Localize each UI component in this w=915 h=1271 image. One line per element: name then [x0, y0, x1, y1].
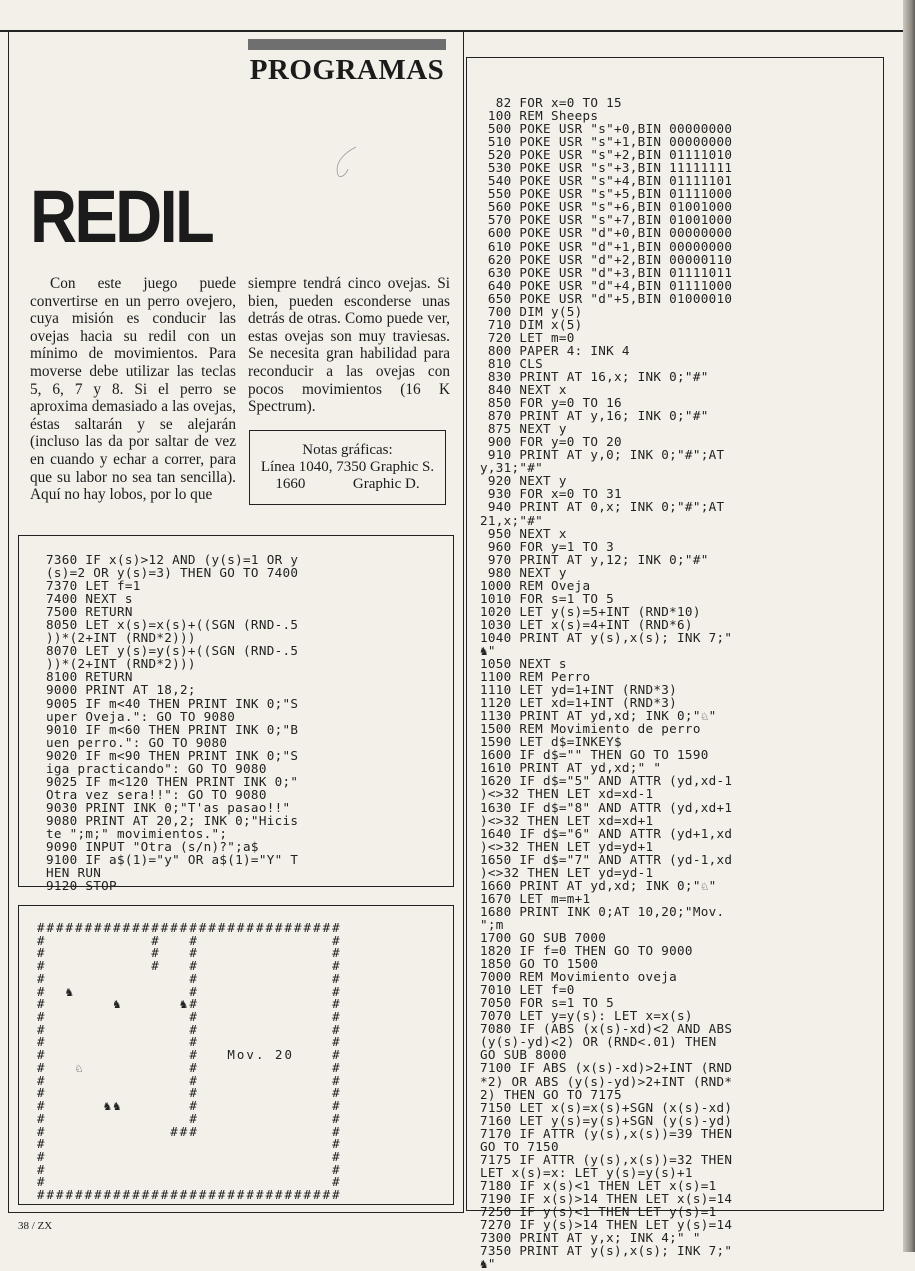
intro-column-2 [248, 275, 450, 416]
screen-row: # # # [37, 1072, 342, 1088]
page-footer: 38 / ZX [18, 1220, 53, 1232]
screen-row: # # [37, 1148, 342, 1164]
graphics-notes-line-2-number: 1660 [275, 476, 306, 492]
graphics-notes-line-1: Línea 1040, 7350 Graphic S. [260, 459, 435, 475]
graphics-notes-line-2 [250, 476, 445, 493]
screen-row: # # [37, 1174, 342, 1190]
graphics-notes-title: Notas gráficas: [302, 442, 393, 458]
screen-row: # ♘ # # [37, 1059, 342, 1075]
graphics-notes-line-2-label: Graphic D. [352, 476, 420, 492]
screen-row: # # # # [37, 932, 342, 948]
screen-output [37, 922, 441, 1202]
pen-mark-decoration [330, 145, 360, 181]
page-gutter-shadow [903, 0, 915, 1252]
section-title: PROGRAMAS [249, 54, 445, 86]
screen-row: ################################ [37, 920, 342, 935]
screen-row: # # # # [37, 945, 342, 961]
screen-row: # # Mov. 20 # [37, 1047, 342, 1063]
screen-row: # # [37, 1136, 342, 1152]
screen-row: # ♞ # # [37, 983, 342, 999]
screen-row: # # # [37, 1110, 342, 1126]
screen-row: # ♞♞ # # [37, 1098, 342, 1114]
intro-column-1 [30, 275, 236, 504]
intro-paragraph-2: siempre tendrá cinco ovejas. Si bien, pueden esconderse unas detrás de otras. Como puede ver, estas ovejas son muy traviesas. Se necesita gran habilidad para reconducir a las ovejas con pocos movimientos (16 K Spectrum). [248, 275, 450, 416]
screen-row: # # # [37, 1009, 342, 1025]
screen-rows [37, 922, 441, 1202]
screen-row: # # # [37, 1085, 342, 1101]
screen-row: ################################ [37, 1187, 342, 1203]
screen-row: # # [37, 1161, 342, 1177]
screen-row: # # # [37, 1034, 342, 1050]
screen-row: # ♞ ♞# # [37, 996, 342, 1012]
article-title: REDIL [30, 175, 213, 258]
listing-left: 7360 IF x(s)>12 AND (y(s)=1 OR y (s)=2 OR y(s)=3) THEN GO TO 7400 7370 LET f=1 7400 NEXT s 7500 RETURN 8050 LET x(s)=x(s)+((SGN (RND-.5 ))*(2+INT (RND*2))) 8070 LET y(s)=y(s)+((SGN (RND-.5 ))*(2+INT (RND*2))) 8100 RETURN 9000 PRINT AT 18,2; 9005 IF m<40 THEN PRINT INK 0;"S uper Oveja.": GO TO 9080 9010 IF m<60 THEN PRINT INK 0;"B uen perro.": GO TO 9080 9020 IF m<90 THEN PRINT INK 0;"S iga practicando": GO TO 9080 9025 IF m<120 THEN PRINT INK 0;" Otra vez sera!!": GO TO 9080 9030 PRINT INK 0;"T'as pasao!!" 9080 PRINT AT 20,2; INK 0;"Hicis te ";m;" movimientos."; 9090 INPUT "Otra (s/n)?";a$ 9100 IF a$(1)="y" OR a$(1)="Y" T HEN RUN 9120 STOP [46, 552, 299, 894]
listing-right: 82 FOR x=0 TO 15 100 REM Sheeps 500 POKE USR "s"+0,BIN 00000000 510 POKE USR "s"+1,BIN 00000000 520 POKE USR "s"+2,BIN 01111010 530 POKE USR "s"+3,BIN 11111111 540 POKE USR "s"+4,BIN 01111101 550 POKE USR "s"+5,BIN 01111000 560 POKE USR "s"+6,BIN 01001000 570 POKE USR "s"+7,BIN 01001000 600 POKE USR "d"+0,BIN 00000000 610 POKE USR "d"+1,BIN 00000000 620 POKE USR "d"+2,BIN 00000110 630 POKE USR "d"+3,BIN 01111011 640 POKE USR "d"+4,BIN 01111000 650 POKE USR "d"+5,BIN 01000010 700 DIM y(5) 710 DIM x(5) 720 LET m=0 800 PAPER 4: INK 4 810 CLS 830 PRINT AT 16,x; INK 0;"#" 840 NEXT x 850 FOR y=0 TO 16 870 PRINT AT y,16; INK 0;"#" 875 NEXT y 900 FOR y=0 TO 20 910 PRINT AT y,0; INK 0;"#";AT y,31;"#" 920 NEXT y 930 FOR x=0 TO 31 940 PRINT AT 0,x; INK 0;"#";AT 21,x;"#" 950 NEXT x 960 FOR y=1 TO 3 970 PRINT AT y,12; INK 0;"#" 980 NEXT y 1000 REM Oveja 1010 FOR s=1 TO 5 1020 LET y(s)=5+INT (RND*10) 1030 LET x(s)=4+INT (RND*6) 1040 PRINT AT y(s),x(s); INK 7;" ♞" 1050 NEXT s 1100 REM Perro 1110 LET yd=1+INT (RND*3) 1120 LET xd=1+INT (RND*3) 1130 PRINT AT yd,xd; INK 0;"♘" 1500 REM Movimiento de perro 1590 LET d$=INKEY$ 1600 IF d$="" THEN GO TO 1590 1610 PRINT AT yd,xd;" " 1620 IF d$="5" AND ATTR (yd,xd-1 )<>32 THEN LET xd=xd-1 1630 IF d$="8" AND ATTR (yd,xd+1 )<>32 THEN LET xd=xd+1 1640 IF d$="6" AND ATTR (yd+1,xd )<>32 THEN LET yd=yd+1 1650 IF d$="7" AND ATTR (yd-1,xd )<>32 THEN LET yd=yd-1 1660 PRINT AT yd,xd; INK 0;"♘" 1670 LET m=m+1 1680 PRINT INK 0;AT 10,20;"Mov. ";m 1700 GO SUB 7000 1820 IF f=0 THEN GO TO 9000 1850 GO TO 1500 7000 REM Movimiento oveja 7010 LET f=0 7050 FOR s=1 TO 5 7070 LET y=y(s): LET x=x(s) 7080 IF (ABS (x(s)-xd)<2 AND ABS (y(s)-yd)<2) OR (RND<.01) THEN GO SUB 8000 7100 IF ABS (x(s)-xd)>2+INT (RND *2) OR ABS (y(s)-yd)>2+INT (RND* 2) THEN GO TO 7175 7150 LET x(s)=x(s)+SGN (x(s)-xd) 7160 LET y(s)=y(s)+SGN (y(s)-yd) 7170 IF ATTR (y(s),x(s))=39 THEN GO TO 7150 7175 IF ATTR (y(s),x(s))=32 THEN LET x(s)=x: LET y(s)=y(s)+1 7180 IF x(s)<1 THEN LET x(s)=1 7190 IF x(s)>14 THEN LET x(s)=14 7250 IF y(s)<1 THEN LET y(s)=1 7270 IF y(s)>14 THEN LET y(s)=14 7300 PRINT AT y,x; INK 4;" " 7350 PRINT AT y(s),x(s); INK 7;" ♞" [480, 95, 733, 1271]
graphics-notes-box [249, 430, 446, 505]
screen-row: # # # [37, 1021, 342, 1037]
screen-row: # ### # [37, 1123, 342, 1139]
screen-row: # # # # [37, 958, 342, 974]
intro-paragraph-1: Con este juego puede convertirse en un perro ovejero, cuya misión es conducir las ovejas hacia su redil con un mínimo de movimientos. Para moverse debe utilizar las teclas 5, 6, 7 y 8. Si el perro se aproxima demasiado a las ovejas, éstas saltarán y se alejarán (incluso las da por saltar de vez en cuando y echar a correr, para que su labor no sea tan sencilla). Aquí no hay lobos, por lo que [30, 275, 236, 504]
screen-row: # # # [37, 970, 342, 986]
